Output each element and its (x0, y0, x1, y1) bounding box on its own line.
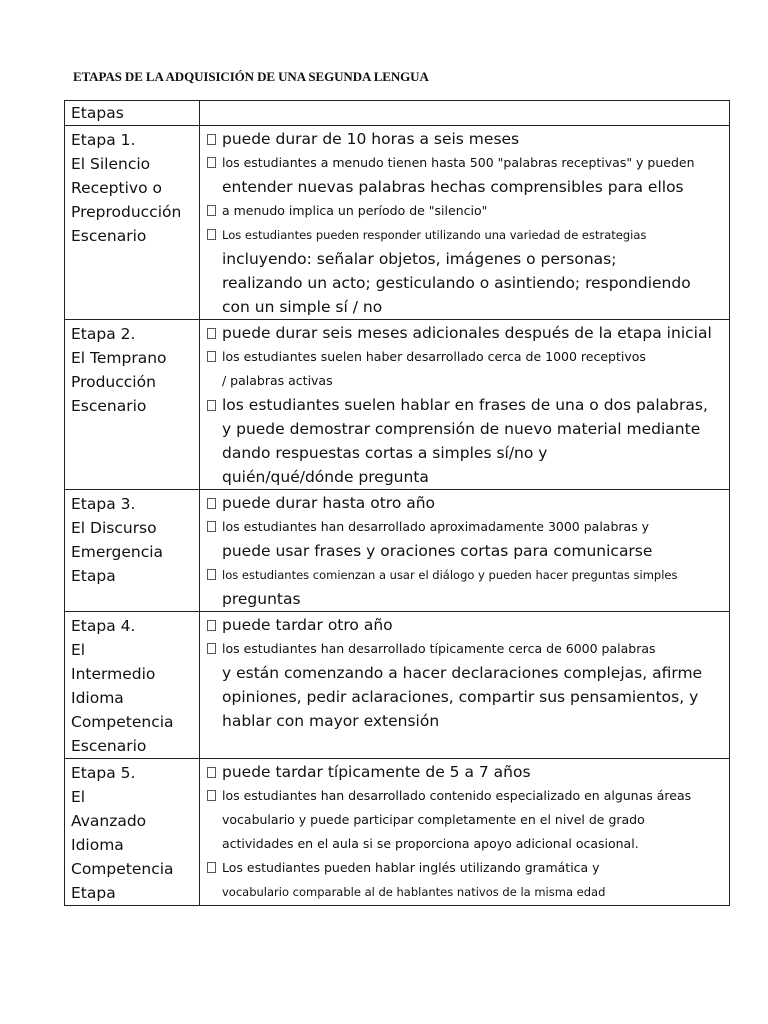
checkbox-glyph-icon (207, 790, 216, 801)
bullet-text: los estudiantes comienzan a usar el diálogo y pueden hacer preguntas simples (222, 568, 678, 582)
document-title: ETAPAS DE LA ADQUISICIÓN DE UNA SEGUNDA LENGUA (73, 69, 429, 84)
checkbox-glyph-icon (207, 157, 216, 168)
checkbox-glyph-icon (207, 620, 216, 631)
bullet-text: puede durar de 10 horas a seis meses (222, 130, 520, 148)
bullet-item (207, 345, 729, 369)
bullet-item (207, 199, 729, 223)
stage-cell (65, 490, 200, 612)
table-row (65, 490, 730, 612)
description-cell (200, 759, 730, 906)
stage-line: Preproducción (71, 203, 182, 221)
checkbox-glyph-icon (207, 205, 216, 216)
bullet-continuation: y puede demostrar comprensión de nuevo material mediante (222, 420, 701, 438)
stage-line: Etapa 2. (71, 325, 136, 343)
checkbox-glyph-icon (207, 498, 216, 509)
stage-line: Competencia (71, 713, 174, 731)
bullet-item (207, 515, 729, 539)
description-cell (200, 126, 730, 320)
bullet-item (207, 491, 729, 515)
stage-line: Escenario (71, 227, 147, 245)
bullet-item (207, 223, 729, 247)
bullet-continuation: hablar con mayor extensión (222, 712, 440, 730)
bullet-continuation: entender nuevas palabras hechas comprensibles para ellos (222, 178, 684, 196)
checkbox-glyph-icon (207, 862, 216, 873)
bullet-continuation: y están comenzando a hacer declaraciones complejas, afirme (222, 664, 703, 682)
stages-table (64, 100, 730, 906)
bullet-continuation: vocabulario y puede participar completamente en el nivel de grado (222, 812, 645, 827)
bullet-continuation: preguntas (222, 590, 301, 608)
bullet-item (207, 856, 729, 880)
bullet-item (207, 760, 729, 784)
checkbox-glyph-icon (207, 643, 216, 654)
stage-line: El (71, 641, 86, 659)
bullet-item (207, 393, 729, 417)
bullet-item (207, 151, 729, 175)
checkbox-glyph-icon (207, 351, 216, 362)
stage-line: Escenario (71, 737, 147, 755)
bullet-item (207, 563, 729, 587)
bullet-text: Los estudiantes pueden hablar inglés utilizando gramática y (222, 860, 600, 875)
stage-cell (65, 320, 200, 490)
table-row (65, 759, 730, 906)
stage-line: Escenario (71, 397, 147, 415)
bullet-text: Los estudiantes pueden responder utilizando una variedad de estrategias (222, 228, 647, 242)
bullet-text: puede tardar otro año (222, 616, 393, 634)
stage-line: Avanzado (71, 812, 147, 830)
description-cell (200, 612, 730, 759)
bullet-item (207, 784, 729, 808)
stage-line: Competencia (71, 860, 174, 878)
bullet-item (207, 127, 729, 151)
table-row (65, 126, 730, 320)
stage-line: Etapa (71, 884, 116, 902)
bullet-continuation: incluyendo: señalar objetos, imágenes o personas; (222, 250, 617, 268)
bullet-text: los estudiantes suelen hablar en frases de una o dos palabras, (222, 396, 708, 414)
stage-line: Etapa 3. (71, 495, 136, 513)
stage-line: El Discurso (71, 519, 157, 537)
bullet-continuation: opiniones, pedir aclaraciones, compartir sus pensamientos, y (222, 688, 699, 706)
bullet-text: los estudiantes a menudo tienen hasta 500 "palabras receptivas" y pueden (222, 155, 695, 170)
checkbox-glyph-icon (207, 400, 216, 411)
stage-line: El Temprano (71, 349, 167, 367)
checkbox-glyph-icon (207, 328, 216, 339)
bullet-text: los estudiantes han desarrollado contenido especializado en algunas áreas (222, 788, 692, 803)
stage-cell (65, 126, 200, 320)
stage-line: Idioma (71, 689, 124, 707)
bullet-continuation: / palabras activas (222, 373, 333, 388)
stage-line: El (71, 788, 86, 806)
bullet-continuation: vocabulario comparable al de hablantes nativos de la misma edad (222, 885, 606, 899)
bullet-item (207, 321, 729, 345)
table-header-row (65, 101, 730, 126)
stage-line: Emergencia (71, 543, 164, 561)
bullet-continuation: puede usar frases y oraciones cortas para comunicarse (222, 542, 653, 560)
bullet-continuation: quién/qué/dónde pregunta (222, 468, 429, 486)
stage-cell (65, 612, 200, 759)
stage-line: Idioma (71, 836, 124, 854)
checkbox-glyph-icon (207, 134, 216, 145)
bullet-text: a menudo implica un período de "silencio" (222, 203, 488, 218)
bullet-continuation: realizando un acto; gesticulando o asintiendo; respondiendo (222, 274, 691, 292)
stage-line: Intermedio (71, 665, 156, 683)
bullet-text: puede durar hasta otro año (222, 494, 436, 512)
stage-line: Etapa 4. (71, 617, 136, 635)
bullet-text: los estudiantes suelen haber desarrollado cerca de 1000 receptivos (222, 349, 646, 364)
header-cell-stages (65, 101, 200, 126)
header-label: Etapas (71, 104, 124, 122)
bullet-continuation: dando respuestas cortas a simples sí/no y (222, 444, 548, 462)
bullet-item (207, 613, 729, 637)
bullet-continuation: con un simple sí / no (222, 298, 383, 316)
bullet-text: los estudiantes han desarrollado típicamente cerca de 6000 palabras (222, 641, 656, 656)
bullet-text: los estudiantes han desarrollado aproximadamente 3000 palabras y (222, 519, 650, 534)
bullet-continuation: actividades en el aula si se proporciona apoyo adicional ocasional. (222, 836, 639, 851)
stage-line: Etapa 1. (71, 131, 136, 149)
checkbox-glyph-icon (207, 767, 216, 778)
stage-line: El Silencio (71, 155, 151, 173)
bullet-text: puede durar seis meses adicionales después de la etapa inicial (222, 324, 712, 342)
stage-line: Receptivo o (71, 179, 162, 197)
checkbox-glyph-icon (207, 569, 216, 580)
stage-line: Etapa (71, 567, 116, 585)
stage-line: Etapa 5. (71, 764, 136, 782)
checkbox-glyph-icon (207, 521, 216, 532)
description-cell (200, 320, 730, 490)
stage-cell (65, 759, 200, 906)
stage-line: Producción (71, 373, 156, 391)
table-row (65, 612, 730, 759)
checkbox-glyph-icon (207, 229, 216, 240)
bullet-item (207, 637, 729, 661)
description-cell (200, 490, 730, 612)
header-cell-description (200, 101, 730, 126)
bullet-text: puede tardar típicamente de 5 a 7 años (222, 763, 531, 781)
table-row (65, 320, 730, 490)
